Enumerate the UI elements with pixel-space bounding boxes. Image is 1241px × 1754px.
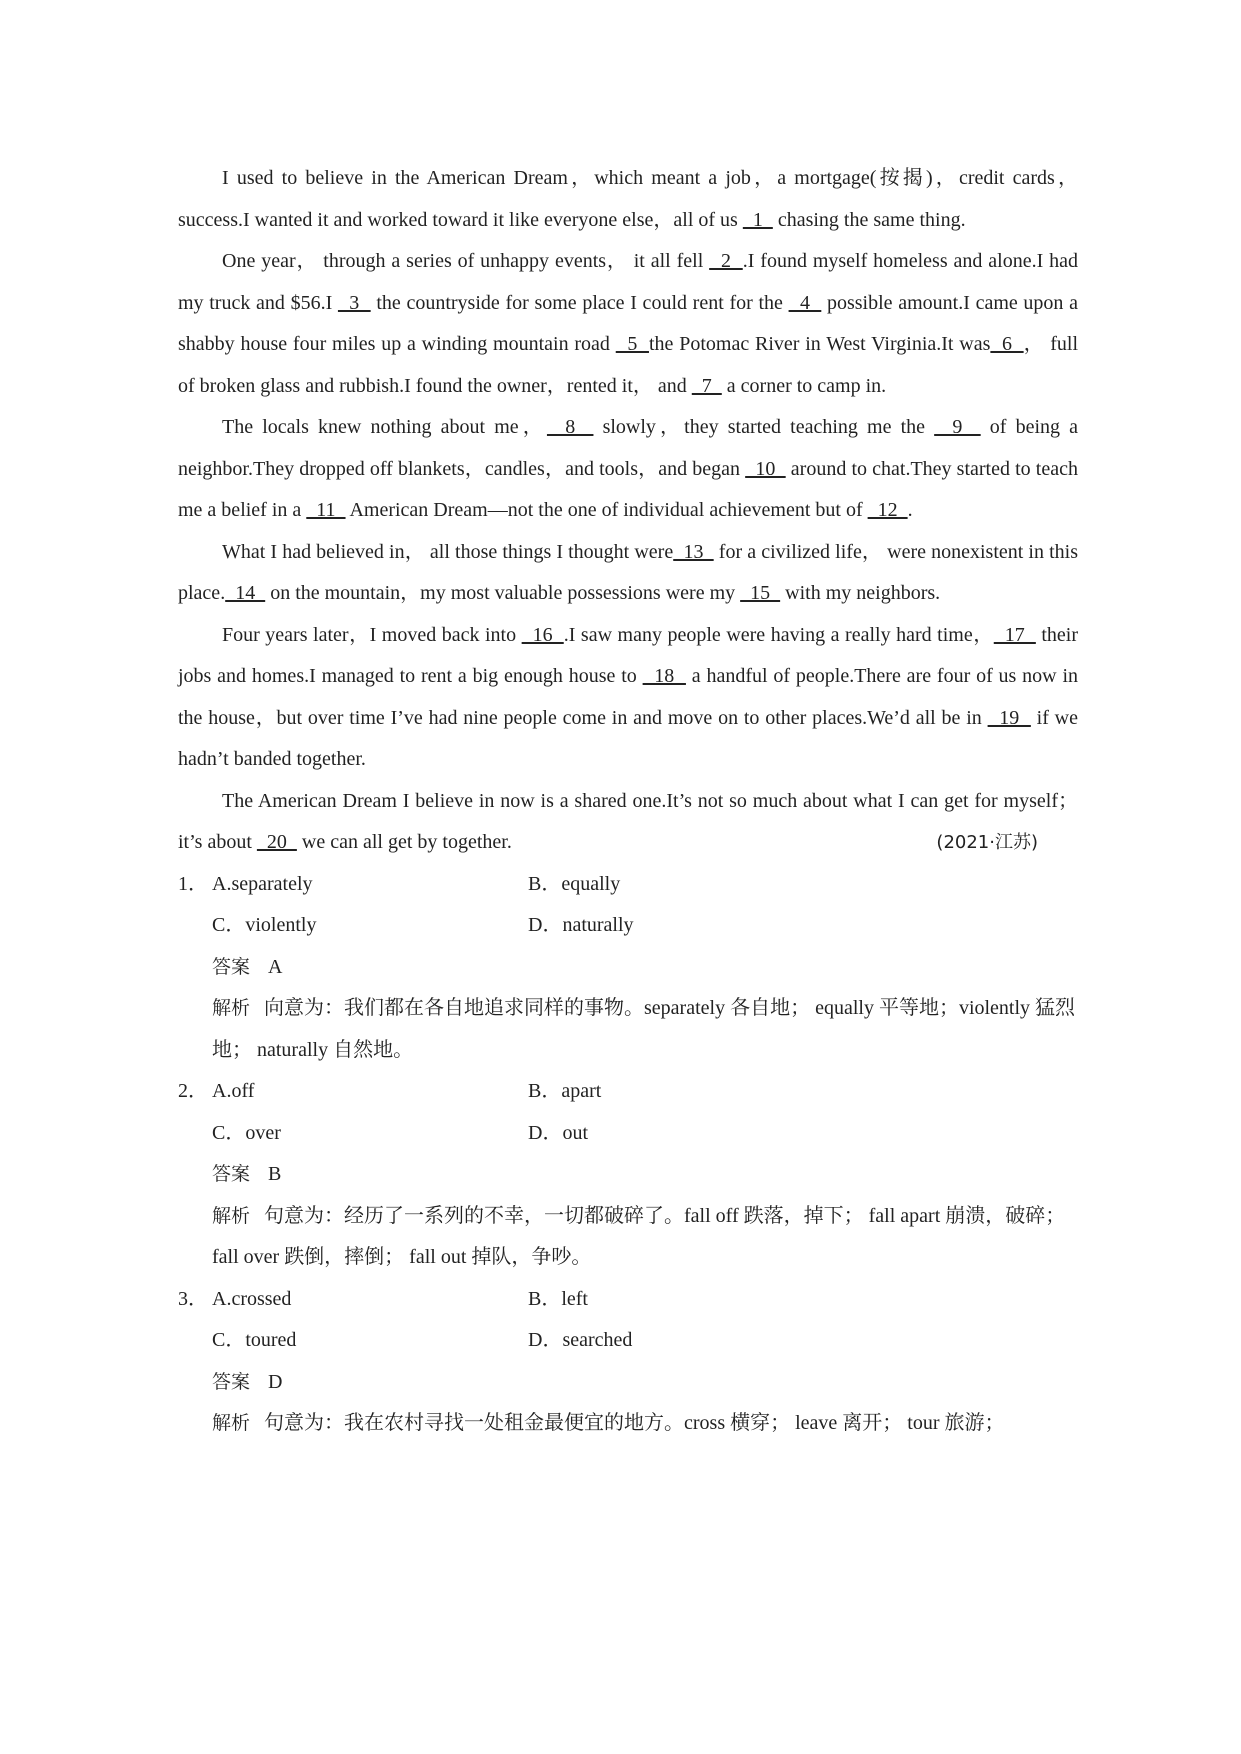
option-b: B．equally — [528, 872, 621, 895]
option-c: C．toured — [212, 1329, 297, 1351]
cloze-blank: 12 — [867, 499, 908, 521]
passage-text: for a civilized life， were nonexistent in this place. — [178, 540, 1079, 604]
passage-text: I used to believe in the American Dream，which meant a job，a mortgage(按揭)，credit cards，success.I wanted it and worked toward it like everyone else，all of us — [178, 167, 1078, 231]
answer-line — [178, 1154, 1078, 1196]
cloze-blank: 4 — [788, 291, 822, 314]
passage-text: What I had believed in， all those things I thought were — [222, 540, 674, 563]
cloze-blank: 9 — [934, 416, 981, 438]
option-a: A.separately — [212, 872, 313, 895]
cloze-blank: 13 — [673, 540, 714, 563]
passage-paragraph — [178, 781, 1078, 864]
cloze-blank: 5 — [615, 333, 649, 355]
answer-value: D — [268, 1370, 283, 1393]
passage-paragraph — [178, 532, 1078, 615]
option-b: B．apart — [528, 1080, 602, 1102]
analysis-text: 句意为：经历了一系列的不幸，一切都破碎了。fall off 跌落，掉下； fall apart 崩溃，破碎； fall over 跌倒，摔倒； fall out 掉队，争吵。 — [212, 1204, 1066, 1268]
question-number: 2． — [178, 1080, 208, 1102]
cloze-blank: 16 — [521, 623, 564, 646]
option-row — [178, 1320, 1078, 1362]
question-list — [178, 864, 1078, 1445]
question-number: 3． — [178, 1287, 208, 1310]
cloze-blank: 3 — [337, 291, 371, 314]
question-item — [178, 864, 1078, 1072]
passage-paragraph — [178, 407, 1078, 532]
passage-text: possible amount.I came upon a shabby house four miles up a winding mountain road — [178, 291, 1078, 355]
answer-label: 答案 — [212, 1370, 251, 1393]
cloze-blank: 15 — [740, 582, 781, 604]
passage-text: a corner to camp in. — [721, 374, 887, 397]
passage-text: on the mountain，my most valuable possessions were my — [265, 582, 741, 604]
analysis-line — [178, 988, 1078, 1071]
cloze-blank: 8 — [546, 416, 594, 438]
cloze-blank: 10 — [745, 457, 786, 480]
answer-line — [178, 1362, 1078, 1404]
answer-label: 答案 — [212, 1163, 251, 1185]
cloze-blank: 2 — [709, 250, 743, 272]
analysis-label: 解析 — [212, 997, 251, 1019]
option-row — [178, 1071, 1078, 1113]
option-c: C．over — [212, 1121, 281, 1144]
cloze-blank: 6 — [990, 333, 1024, 355]
cloze-passage — [178, 158, 1078, 864]
passage-text: of being a neighbor.They dropped off blankets，candles，and tools，and began — [178, 416, 1079, 480]
option-d: D．searched — [528, 1329, 633, 1351]
passage-text: One year， through a series of unhappy events， it all fell — [222, 250, 710, 272]
option-row — [178, 905, 1078, 947]
answer-value: A — [268, 955, 283, 978]
answer-line — [178, 947, 1078, 989]
analysis-line — [178, 1403, 1078, 1445]
analysis-label: 解析 — [212, 1412, 251, 1434]
option-b: B．left — [528, 1287, 588, 1310]
analysis-text: 向意为：我们都在各自地追求同样的事物。separately 各自地； equally 平等地；violently 猛烈地； naturally 自然地。 — [212, 997, 1076, 1061]
passage-paragraph — [178, 615, 1078, 781]
option-d: D．out — [528, 1121, 588, 1144]
passage-text: the Potomac River in West Virginia.It was — [648, 333, 991, 355]
passage-text: The locals knew nothing about me， — [222, 416, 547, 438]
analysis-label: 解析 — [212, 1204, 251, 1227]
passage-text: if we hadn’t banded together. — [178, 706, 1079, 770]
passage-text: a handful of people.There are four of us now in the house，but over time I’ve had nine people come in and move on to other places.We’d all be in — [178, 665, 1079, 729]
question-item — [178, 1279, 1078, 1445]
passage-text: their jobs and homes.I managed to rent a big enough house to — [178, 623, 1079, 687]
passage-text: ， full of broken glass and rubbish.I found the owner，rented it， and — [178, 333, 1079, 397]
passage-text: the countryside for some place I could rent for the — [370, 291, 789, 314]
question-number: 1． — [178, 872, 208, 895]
option-d: D．naturally — [528, 914, 634, 936]
cloze-blank: 18 — [642, 665, 686, 687]
passage-text: . — [907, 499, 913, 521]
passage-text: Four years later，I moved back into — [222, 623, 522, 646]
analysis-line — [178, 1196, 1078, 1279]
passage-text: around to chat.They started to teach me a belief in a — [178, 457, 1078, 521]
analysis-text: 句意为：我在农村寻找一处租金最便宜的地方。cross 横穿； leave 离开； tour 旅游； — [264, 1412, 1005, 1434]
answer-label: 答案 — [212, 955, 251, 978]
cloze-blank: 11 — [306, 499, 346, 521]
option-a: A.crossed — [212, 1287, 292, 1310]
option-row — [178, 1113, 1078, 1155]
answer-value: B — [268, 1163, 282, 1185]
passage-paragraph — [178, 158, 1078, 241]
passage-text: with my neighbors. — [780, 582, 941, 604]
question-item — [178, 1071, 1078, 1279]
passage-text: American Dream—not the one of individual achievement but of — [345, 499, 868, 521]
cloze-blank: 19 — [987, 706, 1031, 729]
option-row — [178, 864, 1078, 906]
cloze-blank: 1 — [742, 208, 773, 231]
passage-text: .I found myself homeless and alone.I had my truck and $56.I — [178, 250, 1079, 314]
option-row — [178, 1279, 1078, 1321]
option-a: A.off — [212, 1080, 255, 1102]
passage-text: we can all get by together. — [296, 831, 512, 853]
option-c: C．violently — [212, 914, 317, 936]
cloze-blank: 17 — [993, 623, 1036, 646]
cloze-blank: 20 — [256, 831, 297, 853]
passage-text: slowly，they started teaching me the — [593, 416, 935, 438]
cloze-blank: 14 — [225, 582, 266, 604]
passage-text: The American Dream I believe in now is a shared one.It’s not so much about what I can get for myself；it’s about — [178, 789, 1078, 853]
cloze-blank: 7 — [691, 374, 722, 397]
passage-paragraph — [178, 241, 1078, 407]
passage-text: chasing the same thing. — [772, 208, 966, 231]
document-page — [178, 158, 1078, 1445]
passage-text: .I saw many people were having a really hard time， — [563, 623, 994, 646]
source-label: (2021·江苏) — [936, 832, 1038, 853]
